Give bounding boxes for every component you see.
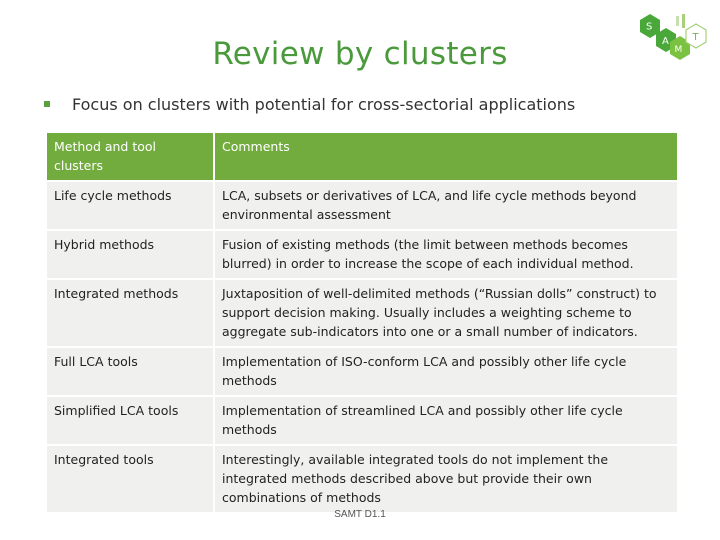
table-row <box>47 397 677 444</box>
samt-logo <box>636 14 712 62</box>
cell-method: Simplified LCA tools <box>47 397 215 444</box>
cell-comment: Juxtaposition of well-delimited methods (“Russian dolls” construct) to support decision making. Usually includes a weighting scheme to aggregate sub-indicators into one or a small number of indicators. <box>215 280 677 346</box>
logo-letter-t: T <box>692 32 699 43</box>
table-row <box>47 348 677 395</box>
table-row <box>47 446 677 512</box>
table-row <box>47 182 677 229</box>
logo-letter-s: S <box>646 21 653 33</box>
cell-method: Life cycle methods <box>47 182 215 229</box>
table-row <box>47 231 677 278</box>
logo-bar-2 <box>682 14 685 28</box>
cell-method: Integrated tools <box>47 446 215 512</box>
square-bullet-icon <box>44 101 50 107</box>
cell-comment: Interestingly, available integrated tools do not implement the integrated methods described above but provide their own combinations of methods <box>215 446 677 512</box>
bullet-text: Focus on clusters with potential for cross-sectorial applications <box>72 95 576 114</box>
header-cell-method: Method and tool clusters <box>47 133 215 180</box>
cell-method: Hybrid methods <box>47 231 215 278</box>
logo-bar-1 <box>676 16 679 26</box>
table-row <box>47 280 677 346</box>
slide-title: Review by clusters <box>212 36 508 72</box>
cell-comment: LCA, subsets or derivatives of LCA, and life cycle methods beyond environmental assessment <box>215 182 677 229</box>
logo-letter-m: M <box>674 45 683 55</box>
cell-comment: Fusion of existing methods (the limit between methods becomes blurred) in order to increase the scope of each individual method. <box>215 231 677 278</box>
table-header-row <box>47 133 677 180</box>
cell-method: Integrated methods <box>47 280 215 346</box>
clusters-table <box>47 131 677 514</box>
header-cell-comments: Comments <box>215 133 677 180</box>
cell-comment: Implementation of streamlined LCA and possibly other life cycle methods <box>215 397 677 444</box>
cell-comment: Implementation of ISO-conform LCA and possibly other life cycle methods <box>215 348 677 395</box>
cell-method: Full LCA tools <box>47 348 215 395</box>
logo-letter-a: A <box>662 36 669 47</box>
bullet-item <box>44 95 684 115</box>
slide-footer: SAMT D1.1 <box>334 509 386 520</box>
